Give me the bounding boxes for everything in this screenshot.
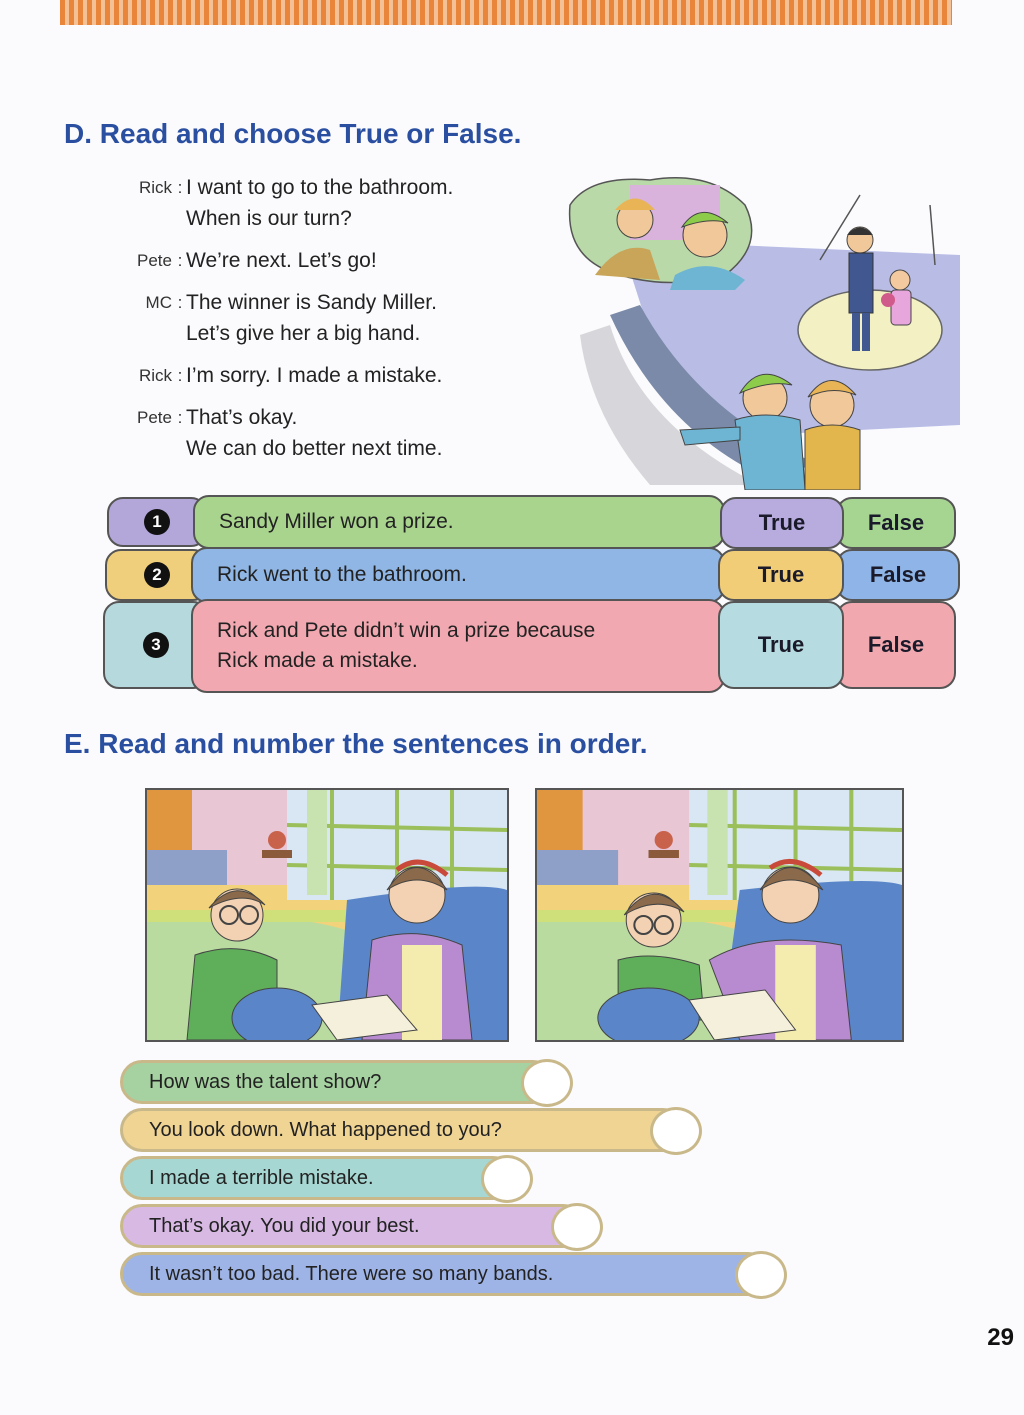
order-number-input[interactable]	[551, 1203, 603, 1251]
page-number: 29	[987, 1324, 1014, 1351]
statement-text: Rick and Pete didn’t win a prize because	[217, 619, 596, 642]
sentence-text: I made a terrible mistake.	[149, 1166, 374, 1189]
false-button[interactable]: False	[836, 549, 960, 601]
dialogue-line: The winner is Sandy Miller.	[186, 291, 437, 314]
section-e-title: E. Read and number the sentences in order.	[64, 728, 648, 759]
dialogue-line: We can do better next time.	[186, 437, 443, 460]
sentence-item	[120, 1060, 555, 1104]
statement-text: Rick made a mistake.	[217, 649, 418, 672]
sentence-text: You look down. What happened to you?	[149, 1118, 502, 1141]
sentence-text: It wasn’t too bad. There were so many bands.	[149, 1262, 554, 1285]
dialogue-line: When is our turn?	[186, 207, 352, 230]
order-number-input[interactable]	[650, 1107, 702, 1155]
statement-text-cell	[193, 495, 725, 549]
sentence-text: That’s okay. You did your best.	[149, 1214, 420, 1237]
dialogue-line: That’s okay.	[186, 406, 298, 429]
statement-text-cell	[191, 599, 725, 693]
dialogue-line: I want to go to the bathroom.	[186, 176, 454, 199]
sentence-item	[120, 1108, 685, 1152]
statement-row	[105, 495, 960, 547]
statement-number-badge: 3	[143, 632, 169, 658]
dialogue-line: I’m sorry. I made a mistake.	[186, 364, 443, 387]
sentence-item	[120, 1252, 770, 1296]
dialogue-line: We’re next. Let’s go!	[186, 249, 377, 272]
dialogue-turn: Rick : I’m sorry. I made a mistake.	[100, 360, 560, 391]
speaker-name: Pete	[137, 251, 172, 270]
decorative-stripe-bar	[60, 0, 952, 25]
statement-row	[105, 549, 960, 601]
order-number-input[interactable]	[735, 1251, 787, 1299]
scene-illustration-1	[145, 788, 509, 1042]
true-button[interactable]: True	[720, 497, 844, 549]
sentence-item	[120, 1156, 515, 1200]
dialogue-turn: Rick : I want to go to the bathroom. When is our turn?	[100, 172, 560, 234]
statement-text: Rick went to the bathroom.	[217, 563, 467, 586]
false-button[interactable]: False	[836, 601, 956, 689]
statement-number-cell	[107, 497, 207, 547]
false-button[interactable]: False	[836, 497, 956, 549]
speaker-name: MC	[145, 293, 172, 312]
statement-row	[105, 601, 960, 693]
scene-illustration-2	[535, 788, 904, 1042]
true-button[interactable]: True	[718, 549, 844, 601]
speaker-name: Rick	[138, 178, 172, 197]
sentence-text: How was the talent show?	[149, 1070, 382, 1093]
true-false-table	[105, 495, 960, 693]
statement-text: Sandy Miller won a prize.	[219, 510, 454, 533]
talent-show-illustration	[560, 165, 960, 490]
true-button[interactable]: True	[718, 601, 844, 689]
dialogue-turn: MC : The winner is Sandy Miller. Let’s give her a big hand.	[100, 287, 560, 349]
order-number-input[interactable]	[521, 1059, 573, 1107]
statement-number-badge: 1	[144, 509, 170, 535]
section-d-title: D. Read and choose True or False.	[64, 118, 522, 149]
speaker-name: Pete	[137, 408, 172, 427]
dialogue	[100, 172, 560, 475]
dialogue-turn: Pete : That’s okay. We can do better next time.	[100, 402, 560, 464]
order-number-input[interactable]	[481, 1155, 533, 1203]
dialogue-turn: Pete : We’re next. Let’s go!	[100, 245, 560, 276]
dialogue-line: Let’s give her a big hand.	[186, 322, 421, 345]
sentence-item	[120, 1204, 585, 1248]
speaker-name: Rick	[138, 366, 172, 385]
statement-text-cell	[191, 547, 725, 603]
statement-number-badge: 2	[144, 562, 170, 588]
